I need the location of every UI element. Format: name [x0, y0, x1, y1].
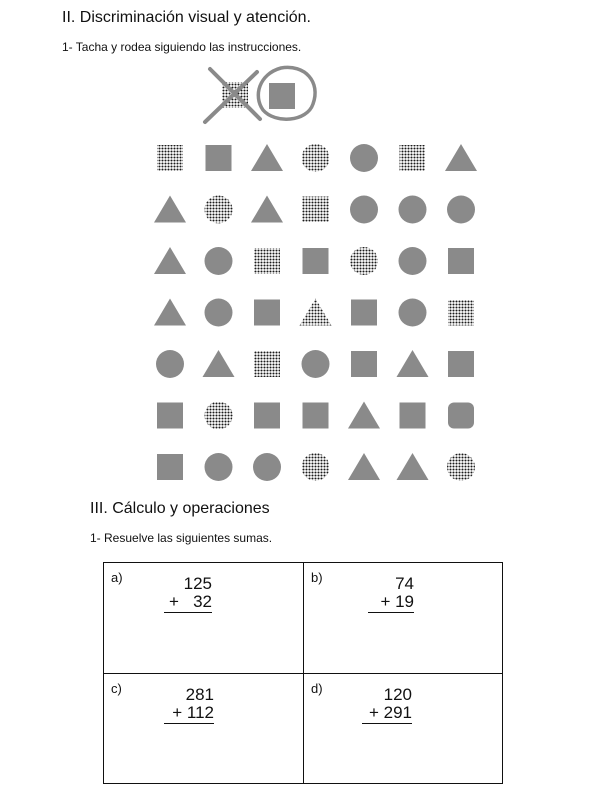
grid-circle-solid[interactable]: [156, 350, 184, 378]
grid-triangle-solid[interactable]: [251, 196, 283, 223]
example-shapes: [195, 62, 325, 132]
example-circled-square: [258, 67, 315, 119]
instruction-visual: 1- Tacha y rodea siguiendo las instrucciones.: [62, 40, 302, 54]
grid-circle-solid[interactable]: [350, 196, 378, 224]
shapes-grid[interactable]: [140, 135, 480, 490]
grid-square-dotted[interactable]: [157, 145, 183, 171]
sum-operation: [362, 686, 412, 724]
grid-square-dotted[interactable]: [254, 248, 280, 274]
sum-addend-top: 120: [383, 685, 412, 704]
grid-square-dotted[interactable]: [254, 351, 280, 377]
grid-circle-solid[interactable]: [205, 299, 233, 327]
sum-operation: [164, 575, 212, 613]
grid-square-solid[interactable]: [206, 145, 232, 171]
sum-line: [164, 612, 212, 613]
sum-cell-c[interactable]: [104, 673, 303, 783]
instruction-calculo: 1- Resuelve las siguientes sumas.: [90, 531, 273, 545]
grid-circle-dotted[interactable]: [447, 453, 475, 481]
grid-square-dotted[interactable]: [400, 145, 426, 171]
grid-circle-solid[interactable]: [205, 453, 233, 481]
grid-circle-dotted[interactable]: [205, 196, 233, 224]
grid-triangle-solid[interactable]: [203, 350, 235, 377]
section-title-calculo: III. Cálculo y operaciones: [90, 500, 270, 517]
sum-addend-bottom: + 112: [172, 703, 214, 722]
sum-cell-b[interactable]: [303, 563, 502, 673]
sum-line: [164, 723, 214, 724]
grid-circle-dotted[interactable]: [302, 144, 330, 172]
sum-operation: [164, 686, 214, 724]
grid-square-solid[interactable]: [254, 403, 280, 429]
grid-circle-solid[interactable]: [399, 299, 427, 327]
grid-triangle-solid[interactable]: [348, 453, 380, 480]
grid-circle-solid[interactable]: [302, 350, 330, 378]
sum-operation: [368, 575, 414, 613]
grid-circle-dotted[interactable]: [302, 453, 330, 481]
grid-circle-solid[interactable]: [253, 453, 281, 481]
grid-rounded-square-solid[interactable]: [448, 403, 474, 429]
grid-triangle-dotted[interactable]: [300, 299, 332, 326]
grid-square-dotted[interactable]: [303, 197, 329, 223]
grid-triangle-solid[interactable]: [397, 350, 429, 377]
grid-triangle-solid[interactable]: [348, 402, 380, 429]
grid-circle-dotted[interactable]: [205, 402, 233, 430]
grid-circle-solid[interactable]: [399, 247, 427, 275]
grid-circle-solid[interactable]: [447, 196, 475, 224]
grid-triangle-solid[interactable]: [445, 144, 477, 171]
grid-square-solid[interactable]: [351, 300, 377, 326]
grid-square-solid[interactable]: [254, 300, 280, 326]
grid-triangle-solid[interactable]: [154, 299, 186, 326]
sum-letter: a): [111, 570, 123, 585]
section-title-visual: II. Discriminación visual y atención.: [62, 9, 311, 26]
sum-addend-top: 74: [395, 574, 414, 593]
grid-square-solid[interactable]: [400, 403, 426, 429]
sum-letter: b): [311, 570, 323, 585]
example-crossed-square: [205, 69, 260, 122]
grid-triangle-solid[interactable]: [154, 247, 186, 274]
sum-cell-a[interactable]: [104, 563, 303, 673]
sum-line: [368, 612, 414, 613]
sum-addend-top: 125: [183, 574, 212, 593]
grid-square-solid[interactable]: [351, 351, 377, 377]
sum-line: [362, 723, 412, 724]
grid-circle-solid[interactable]: [399, 196, 427, 224]
sum-letter: d): [311, 681, 323, 696]
sum-addend-bottom: + 19: [380, 592, 414, 611]
sum-cell-d[interactable]: [303, 673, 502, 783]
sum-addend-top: 281: [185, 685, 214, 704]
sum-addend-bottom: + 32: [168, 592, 212, 611]
grid-square-solid[interactable]: [303, 248, 329, 274]
sum-addend-bottom: + 291: [368, 703, 412, 722]
grid-square-solid[interactable]: [448, 248, 474, 274]
grid-triangle-solid[interactable]: [397, 453, 429, 480]
grid-square-solid[interactable]: [303, 403, 329, 429]
grid-triangle-solid[interactable]: [154, 196, 186, 223]
sums-table: [103, 562, 503, 784]
grid-square-dotted[interactable]: [448, 300, 474, 326]
grid-square-solid[interactable]: [157, 454, 183, 480]
grid-circle-solid[interactable]: [350, 144, 378, 172]
grid-square-solid[interactable]: [448, 351, 474, 377]
grid-triangle-solid[interactable]: [251, 144, 283, 171]
grid-circle-dotted[interactable]: [350, 247, 378, 275]
sum-letter: c): [111, 681, 122, 696]
grid-square-solid[interactable]: [157, 403, 183, 429]
grid-circle-solid[interactable]: [205, 247, 233, 275]
